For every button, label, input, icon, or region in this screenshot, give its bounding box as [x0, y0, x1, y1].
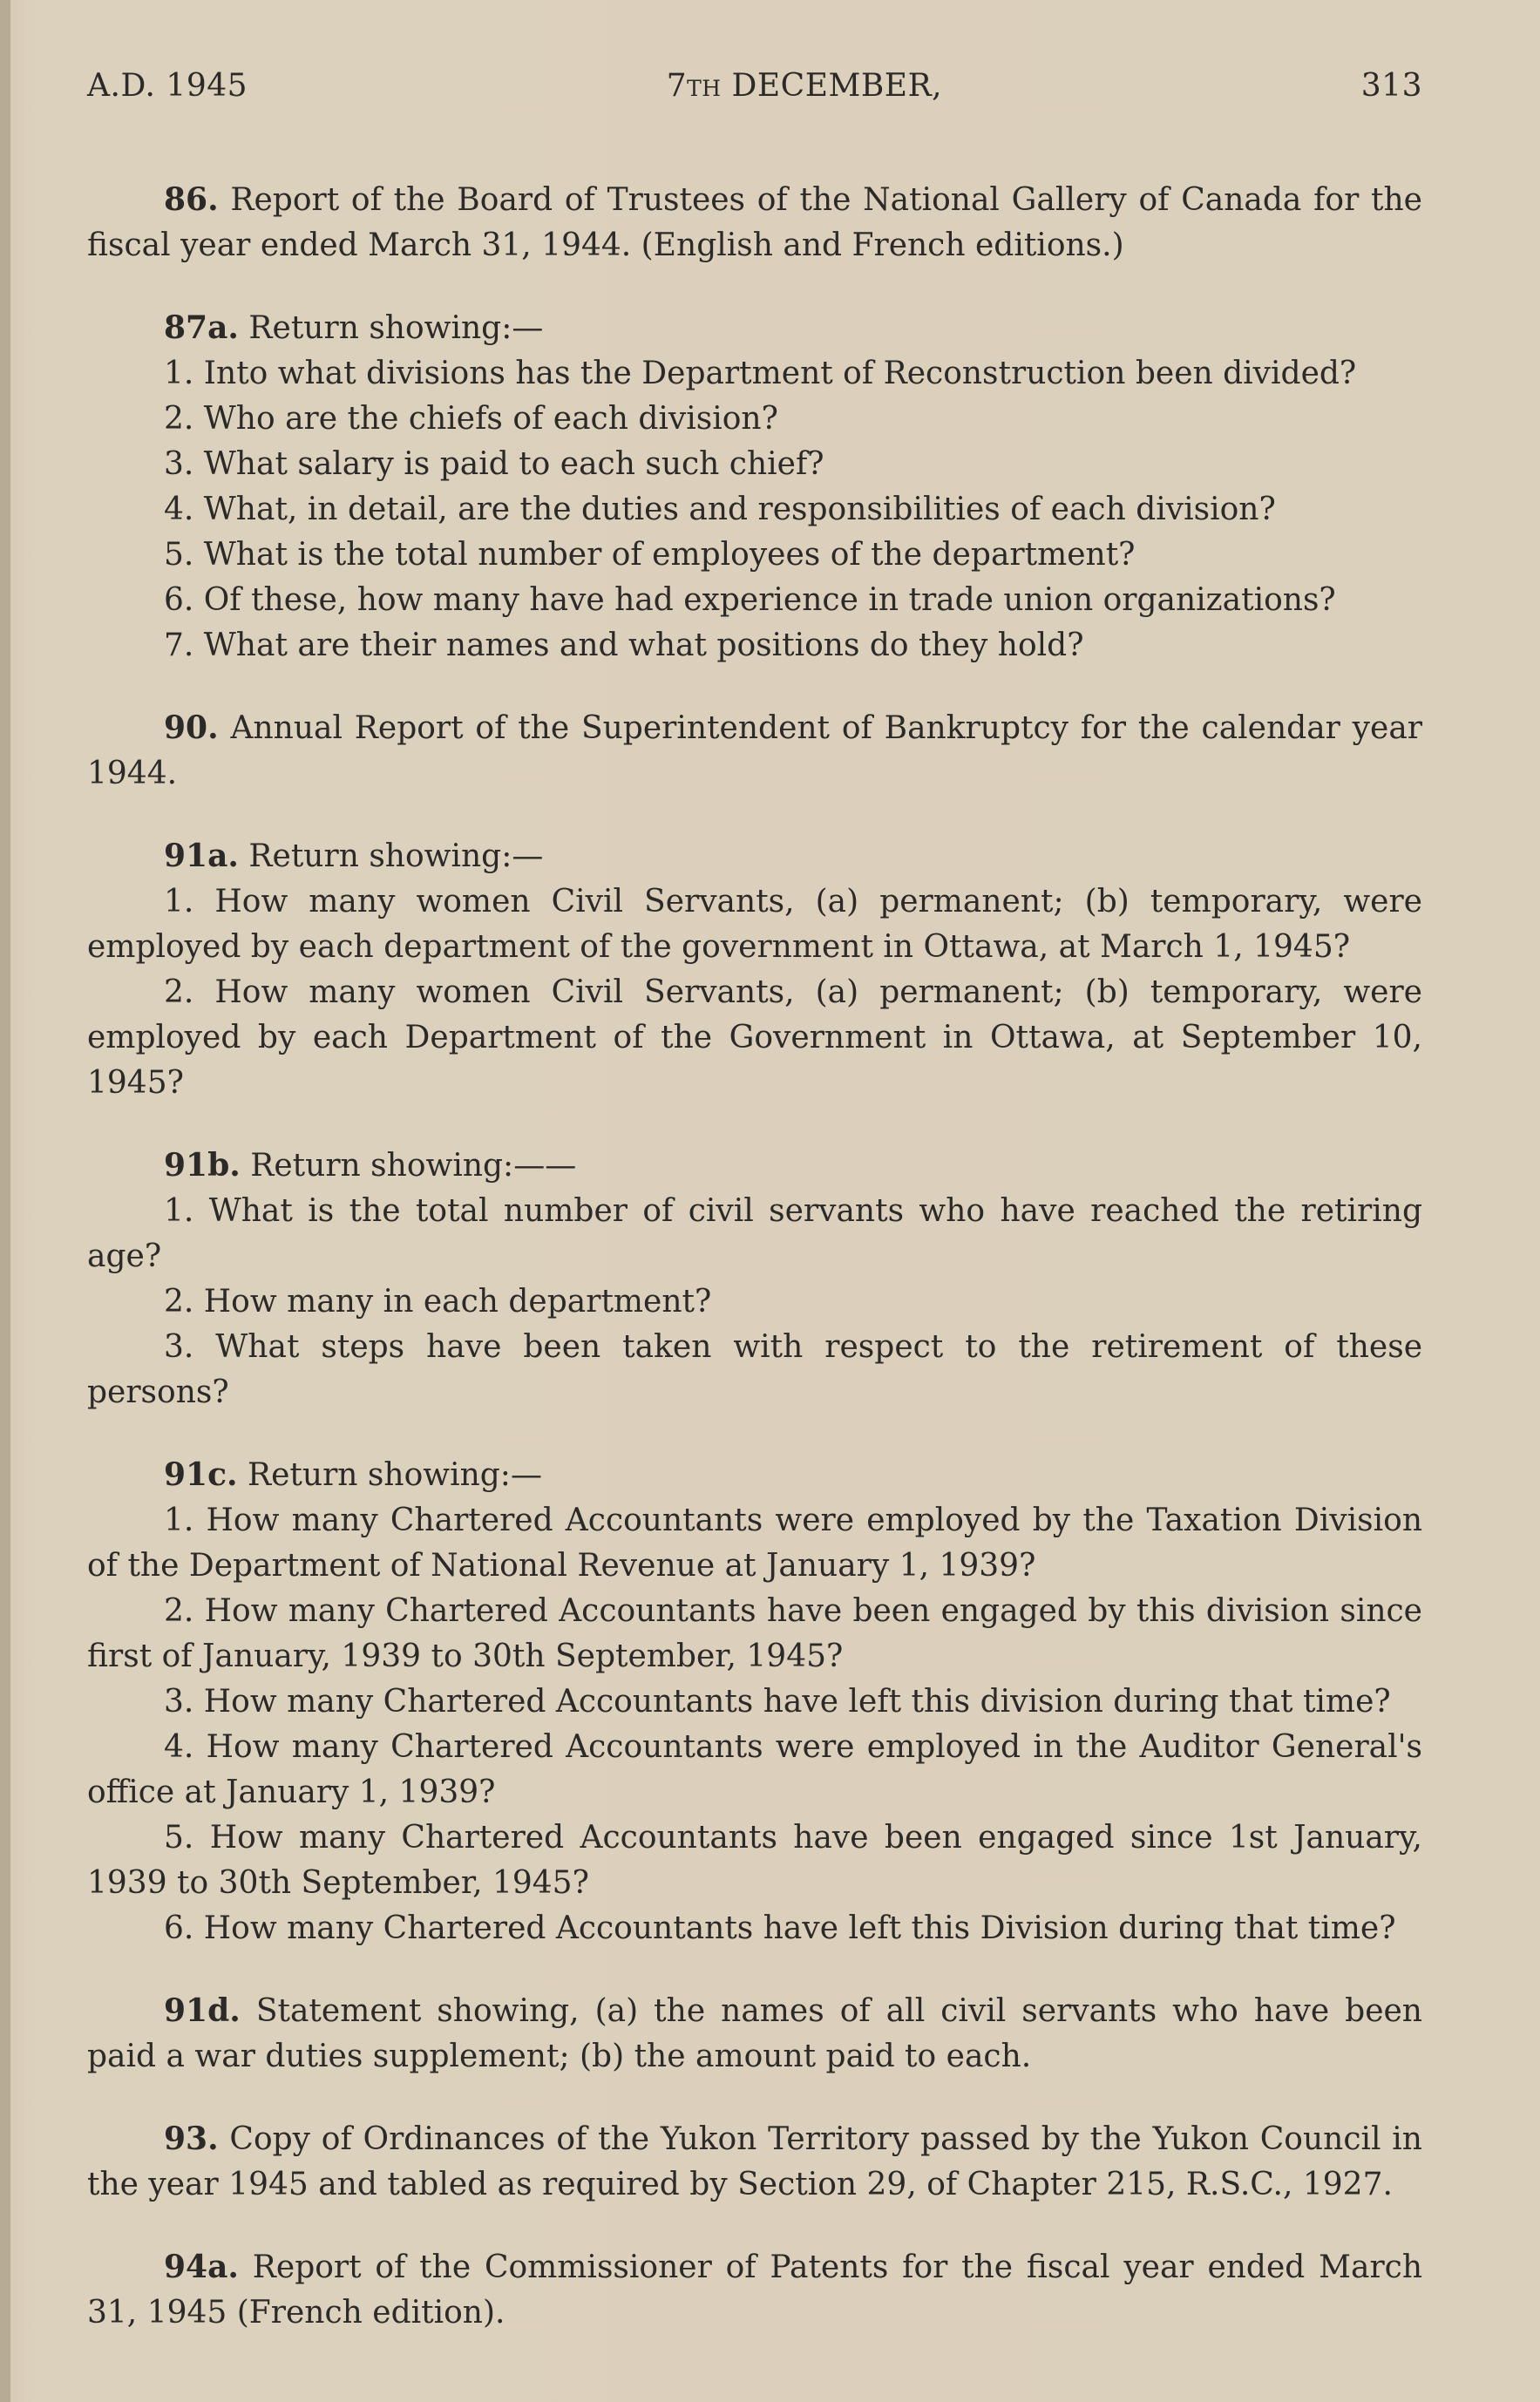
entry-87a-items — [87, 351, 1422, 668]
entry-body: Report of the Board of Trustees of the National Gallery of Canada for the fiscal year ended March 31, 1944. (English and French editions.) — [87, 182, 1422, 263]
list-item: 1. Into what divisions has the Department of Reconstruction been divided? — [164, 356, 1357, 391]
list-item: 2. How many women Civil Servants, (a) permanent; (b) temporary, were employed by each Department of the Government in Ottawa, at September 10, 1945? — [87, 974, 1422, 1101]
list-item: 6. How many Chartered Accountants have left this Division during that time? — [164, 1910, 1396, 1946]
entry-87a-text — [87, 305, 1422, 351]
entry-body: Report of the Commissioner of Patents for the fiscal year ended March 31, 1945 (French edition). — [87, 2249, 1423, 2331]
entry-body: Return showing:— — [248, 838, 544, 874]
entry-86-text — [87, 177, 1422, 268]
entry-90 — [87, 705, 1422, 797]
entry-86 — [87, 177, 1422, 268]
page-number: 313 — [1360, 68, 1422, 104]
list-item: 5. How many Chartered Accountants have been engaged since 1st January, 1939 to 30th September, 1945? — [87, 1820, 1422, 1901]
entry-body: Copy of Ordinances of the Yukon Territory passed by the Yukon Council in the year 1945 and tabled as required by Section 29, of Chapter 215, R.S.C., 1927. — [87, 2121, 1422, 2202]
entry-91c-text — [87, 1452, 1422, 1498]
entry-body: Return showing:—— — [250, 1148, 577, 1184]
entry-91a-text — [87, 833, 1422, 879]
list-item: 1. How many women Civil Servants, (a) permanent; (b) temporary, were employed by each department of the government in Ottawa, at March 1, 1945? — [87, 884, 1422, 965]
list-item: 3. What steps have been taken with respect to the retirement of these persons? — [87, 1329, 1422, 1410]
entry-91d — [87, 1988, 1422, 2080]
entry-number: 93. — [164, 2120, 219, 2157]
entry-body: Statement showing, (a) the names of all civil servants who have been paid a war duties supplement; (b) the amount paid to each. — [87, 1993, 1422, 2074]
entry-91b-items — [87, 1189, 1422, 1415]
entry-number: 91b. — [164, 1147, 241, 1184]
page-spine — [0, 0, 10, 2402]
header-year: A.D. 1945 — [87, 68, 248, 104]
list-item: 3. What salary is paid to each such chief? — [164, 446, 824, 482]
list-item: 1. What is the total number of civil servants who have reached the retiring age? — [87, 1193, 1422, 1274]
entry-91b — [87, 1143, 1422, 1415]
entry-90-text — [87, 705, 1422, 797]
list-item: 6. Of these, how many have had experience in trade union organizations? — [164, 582, 1336, 618]
list-item: 2. Who are the chiefs of each division? — [164, 401, 778, 437]
list-item: 4. How many Chartered Accountants were employed in the Auditor General's office at January 1, 1939? — [87, 1729, 1422, 1810]
entry-number: 87a. — [164, 309, 239, 346]
entry-94a-text — [87, 2244, 1422, 2336]
entry-number: 86. — [164, 181, 219, 218]
entry-number: 91d. — [164, 1992, 241, 2029]
list-item: 2. How many Chartered Accountants have been engaged by this division since first of January, 1939 to 30th September, 1945? — [87, 1593, 1422, 1674]
list-item: 1. How many Chartered Accountants were employed by the Taxation Division of the Department of National Revenue at January 1, 1939? — [87, 1503, 1422, 1584]
list-item: 5. What is the total number of employees of the department? — [164, 537, 1136, 573]
header-date: 7th DECEMBER, — [666, 68, 943, 104]
list-item: 4. What, in detail, are the duties and responsibilities of each division? — [164, 492, 1276, 527]
entry-93-text — [87, 2116, 1422, 2208]
entry-91c — [87, 1452, 1422, 1951]
entry-91a-items — [87, 879, 1422, 1106]
list-item: 7. What are their names and what positions do they hold? — [164, 628, 1084, 663]
entry-number: 90. — [164, 709, 219, 746]
entry-91d-text — [87, 1988, 1422, 2080]
list-item: 3. How many Chartered Accountants have left this division during that time? — [164, 1684, 1391, 1720]
entry-87a — [87, 305, 1422, 668]
entry-91c-items — [87, 1498, 1422, 1951]
entry-body: Return showing:— — [248, 310, 544, 346]
page-header — [87, 68, 1422, 104]
entry-body: Return showing:— — [248, 1457, 542, 1493]
entry-94a — [87, 2244, 1422, 2336]
entry-93 — [87, 2116, 1422, 2208]
list-item: 2. How many in each department? — [164, 1284, 712, 1320]
entry-91a — [87, 833, 1422, 1106]
entry-number: 91a. — [164, 838, 239, 874]
entry-body: Annual Report of the Superintendent of Bankruptcy for the calendar year 1944. — [87, 710, 1422, 791]
entry-91b-text — [87, 1143, 1422, 1189]
entry-number: 91c. — [164, 1456, 238, 1493]
entry-number: 94a. — [164, 2249, 239, 2285]
